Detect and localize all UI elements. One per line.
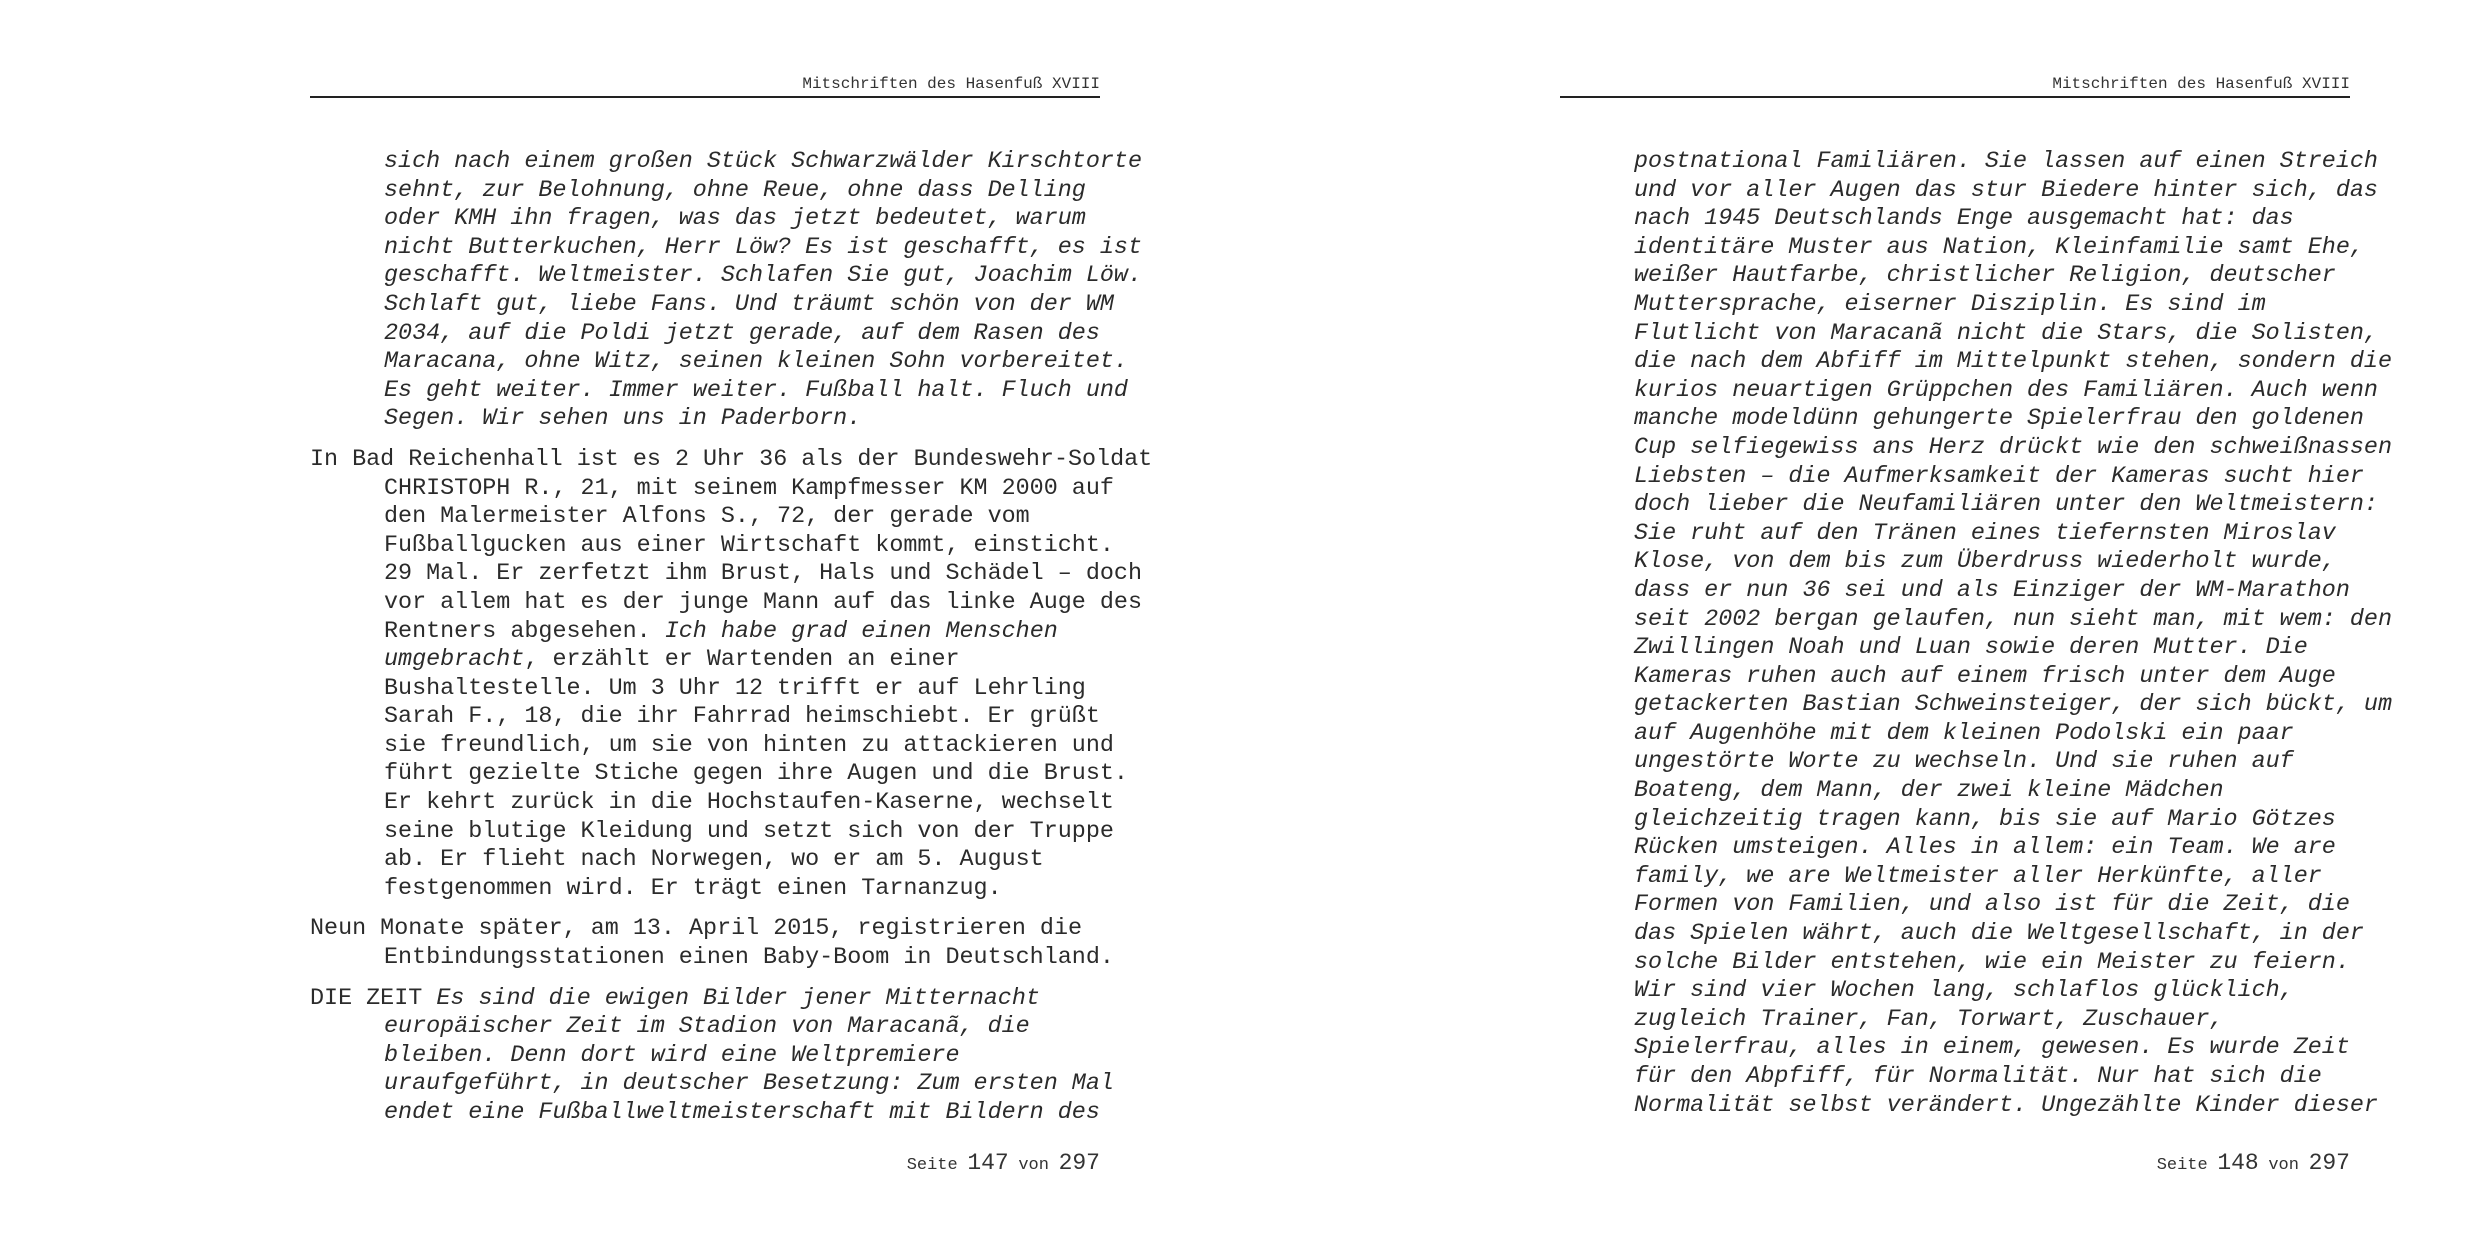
text-segment: family, we are Weltmeister aller Herkünfte, aller [1634,863,2322,890]
text-line [1560,348,2392,377]
current-page: 147 [967,1150,1009,1176]
paragraph [310,148,1142,434]
text-line [1560,949,2350,978]
text-segment: In Bad Reichenhall ist es 2 Uhr 36 als der Bundeswehr-Soldat [310,446,1153,473]
text-line [1560,1006,2350,1035]
text-segment: Spielerfrau, alles in einem, gewesen. Es wurde Zeit [1634,1035,2350,1062]
text-segment: festgenommen wird. Er trägt einen Tarnanzug. [384,875,1002,902]
text-segment: DIE ZEIT [310,985,437,1012]
text-segment: Rücken umsteigen. Alles in allem: ein Team. We are [1634,835,2336,862]
text-segment: Fußballgucken aus einer Wirtschaft kommt, einsticht. [384,532,1114,559]
header-rule [310,96,1100,98]
text-line [310,915,1100,944]
right-page [1560,0,2392,1240]
text-line [310,675,1100,704]
text-line [310,291,1114,320]
text-segment: Kameras ruhen auch auf einem frisch unter dem Auge [1634,663,2336,690]
text-line [1560,634,2350,663]
text-segment: , erzählt er Wartenden an einer [524,647,960,674]
text-segment: die nach dem Abfiff im Mittelpunkt stehen, sondern die [1634,349,2392,376]
text-line [1560,1034,2350,1063]
text-segment: doch lieber die Neufamiliären unter den Weltmeistern: [1634,492,2378,519]
text-segment: bleiben. Denn dort wird eine Weltpremiere [384,1042,960,1069]
text-line [310,589,1142,618]
paragraph [310,985,1114,1128]
text-line [310,818,1114,847]
text-line [310,760,1128,789]
text-line [310,177,1100,206]
text-line [310,1070,1114,1099]
text-line [1560,262,2350,291]
text-segment: uraufgeführt, in deutscher Besetzung: Zum ersten Mal [384,1071,1114,1098]
text-segment: umgebracht [384,647,525,674]
text-line [310,148,1142,177]
text-segment: 29 Mal. Er zerfetzt ihm Brust, Hals und Schädel – doch [384,561,1142,588]
text-line [1560,834,2350,863]
text-segment: identitäre Muster aus Nation, Kleinfamilie samt Ehe, [1634,234,2364,261]
text-line [1560,1063,2350,1092]
text-segment: dass er nun 36 sei und als Einziger der WM-Marathon [1634,577,2350,604]
text-segment: nach 1945 Deutschlands Enge ausgemacht hat: das [1634,206,2294,233]
text-line [310,320,1100,349]
text-segment: CHRISTOPH R., 21, mit seinem Kampfmesser KM 2000 auf [384,475,1114,502]
page-body [1560,148,2392,1120]
text-line [310,205,1100,234]
page-sep: von [1018,1156,1049,1175]
text-line [1560,577,2350,606]
text-line [310,262,1142,291]
text-line [310,532,1114,561]
total-pages: 297 [1058,1150,1100,1176]
text-segment: Es sind die ewigen Bilder jener Mitternacht [436,985,1040,1012]
page-label: Seite [906,1156,958,1175]
text-segment: Flutlicht von Maracanã nicht die Stars, die Solisten, [1634,320,2378,347]
text-line [310,475,1114,504]
text-line [1560,148,2378,177]
text-segment: vor allem hat es der junge Mann auf das linke Auge des [384,589,1142,616]
text-line [310,1099,1100,1128]
text-line [1560,377,2378,406]
left-page [310,0,1153,1240]
page-number [2157,1150,2350,1176]
text-line [1560,606,2392,635]
text-segment: den Malermeister Alfons S., 72, der gerade vom [384,504,1030,531]
text-segment: kurios neuartigen Grüppchen des Familiären. Auch wenn [1634,377,2378,404]
text-segment: Boateng, dem Mann, der zwei kleine Mädchen [1634,778,2224,805]
text-segment: nicht Butterkuchen, Herr Löw? Es ist geschafft, es ist [384,234,1142,261]
text-segment: gleichzeitig tragen kann, bis sie auf Mario Götzes [1634,806,2336,833]
text-segment: Cup selfiegewiss ans Herz drückt wie den schweißnassen [1634,434,2392,461]
text-segment: und vor aller Augen das stur Biedere hinter sich, das [1634,177,2378,204]
text-segment: getackerten Bastian Schweinsteiger, der sich bückt, um [1634,692,2392,719]
text-segment: solche Bilder entstehen, wie ein Meister zu feiern. [1634,949,2350,976]
text-line [1560,520,2350,549]
running-header: Mitschriften des Hasenfuß XVIII [2052,75,2350,93]
text-segment: Schlaft gut, liebe Fans. Und träumt schön von der WM [384,291,1114,318]
text-line [310,377,1128,406]
paragraph [310,446,1153,904]
text-line [1560,748,2350,777]
text-segment: Rentners abgesehen. [384,618,665,645]
text-line [310,560,1142,589]
text-line [1560,320,2378,349]
text-line [310,732,1114,761]
text-segment: endet eine Fußballweltmeisterschaft mit Bildern des [384,1100,1100,1126]
text-line [1560,463,2364,492]
text-segment: sehnt, zur Belohnung, ohne Reue, ohne dass Delling [384,177,1086,204]
text-segment: Neun Monate später, am 13. April 2015, registrieren die [310,916,1083,943]
text-segment: Zwillingen Noah und Luan sowie deren Mutter. Die [1634,635,2308,662]
page-body [310,148,1153,1128]
text-segment: sie freundlich, um sie von hinten zu attackieren und [384,732,1114,759]
total-pages: 297 [2308,1150,2350,1176]
running-header: Mitschriften des Hasenfuß XVIII [802,75,1100,93]
text-segment: seit 2002 bergan gelaufen, nun sieht man, mit wem: den [1634,606,2392,633]
text-line [310,503,1100,532]
text-line [310,446,1153,475]
paragraph-gap [310,973,1100,985]
text-line [1560,863,2350,892]
text-segment: zugleich Trainer, Fan, Torwart, Zuschauer, [1634,1006,2224,1033]
text-line [310,234,1142,263]
text-line [1560,548,2350,577]
text-line [1560,291,2350,320]
current-page: 148 [2217,1150,2259,1176]
text-segment: Ich habe grad einen Menschen [664,618,1058,645]
text-segment: Maracana, ohne Witz, seinen kleinen Sohn vorbereitet. [384,349,1128,376]
text-line [1560,977,2350,1006]
text-segment: Es geht weiter. Immer weiter. Fußball halt. Fluch und [384,377,1128,404]
text-line [1560,491,2378,520]
text-line [310,1042,1100,1071]
text-segment: oder KMH ihn fragen, was das jetzt bedeutet, warum [384,206,1086,233]
text-segment: manche modeldünn gehungerte Spielerfrau den goldenen [1634,406,2364,433]
text-segment: Sie ruht auf den Tränen eines tiefernsten Miroslav [1634,520,2336,547]
text-line [310,646,1100,675]
text-segment: 2034, auf die Poldi jetzt gerade, auf dem Rasen des [384,320,1100,347]
text-line [310,405,1100,434]
text-line [1560,691,2392,720]
text-line [1560,777,2350,806]
text-segment: Formen von Familien, und also ist für die Zeit, die [1634,892,2350,919]
text-line [1560,720,2350,749]
text-segment: Segen. Wir sehen uns in Paderborn. [384,406,862,433]
text-segment: auf Augenhöhe mit dem kleinen Podolski ein paar [1634,720,2294,747]
text-line [1560,177,2378,206]
page-label: Seite [2156,1156,2208,1175]
text-segment: Wir sind vier Wochen lang, schlaflos glücklich, [1634,978,2294,1005]
text-segment: Klose, von dem bis zum Überdruss wiederholt wurde, [1634,549,2336,576]
text-segment: Normalität selbst verändert. Ungezählte Kinder dieser [1634,1092,2378,1119]
text-segment: führt gezielte Stiche gegen ihre Augen und die Brust. [384,761,1128,788]
text-line [1560,405,2364,434]
text-segment: für den Abpfiff, für Normalität. Nur hat sich die [1634,1064,2322,1090]
text-segment: Er kehrt zurück in die Hochstaufen-Kaserne, wechselt [384,790,1114,817]
text-line [1560,205,2350,234]
text-line [1560,663,2350,692]
text-segment: Muttersprache, eiserner Disziplin. Es sind im [1634,291,2266,318]
text-line [310,618,1100,647]
text-line [1560,234,2364,263]
text-segment: Entbindungsstationen einen Baby-Boom in Deutschland. [384,945,1114,972]
page-sep: von [2268,1156,2299,1175]
text-segment: weißer Hautfarbe, christlicher Religion, deutscher [1634,263,2336,290]
header-rule [1560,96,2350,98]
text-line [310,985,1100,1014]
text-segment: europäischer Zeit im Stadion von Maracanã, die [384,1014,1030,1041]
text-line [1560,434,2392,463]
text-segment: Bushaltestelle. Um 3 Uhr 12 trifft er auf Lehrling [384,675,1086,702]
page-number [907,1150,1100,1176]
text-line [1560,1092,2378,1121]
text-segment: sich nach einem großen Stück Schwarzwälder Kirschtorte [384,149,1142,175]
text-segment: Liebsten – die Aufmerksamkeit der Kameras sucht hier [1634,463,2364,490]
text-line [1560,891,2350,920]
text-segment: ungestörte Worte zu wechseln. Und sie ruhen auf [1634,749,2294,776]
text-line [310,348,1128,377]
text-line [1560,806,2350,835]
paragraph-gap [310,434,1100,446]
paragraph [1560,148,2392,1120]
text-segment: geschafft. Weltmeister. Schlafen Sie gut, Joachim Löw. [384,263,1142,290]
text-segment: seine blutige Kleidung und setzt sich von der Truppe [384,818,1114,845]
text-line [1560,920,2364,949]
text-line [310,875,1100,904]
text-segment: das Spielen währt, auch die Weltgesellschaft, in der [1634,921,2364,948]
text-segment: ab. Er flieht nach Norwegen, wo er am 5. August [384,847,1044,874]
text-line [310,789,1114,818]
paragraph-gap [310,903,1100,915]
text-line [310,703,1100,732]
paragraph [310,915,1114,972]
text-segment: postnational Familiären. Sie lassen auf einen Streich [1634,149,2378,175]
text-segment: Sarah F., 18, die ihr Fahrrad heimschiebt. Er grüßt [384,704,1100,731]
text-line [310,944,1114,973]
text-line [310,846,1100,875]
text-line [310,1013,1100,1042]
